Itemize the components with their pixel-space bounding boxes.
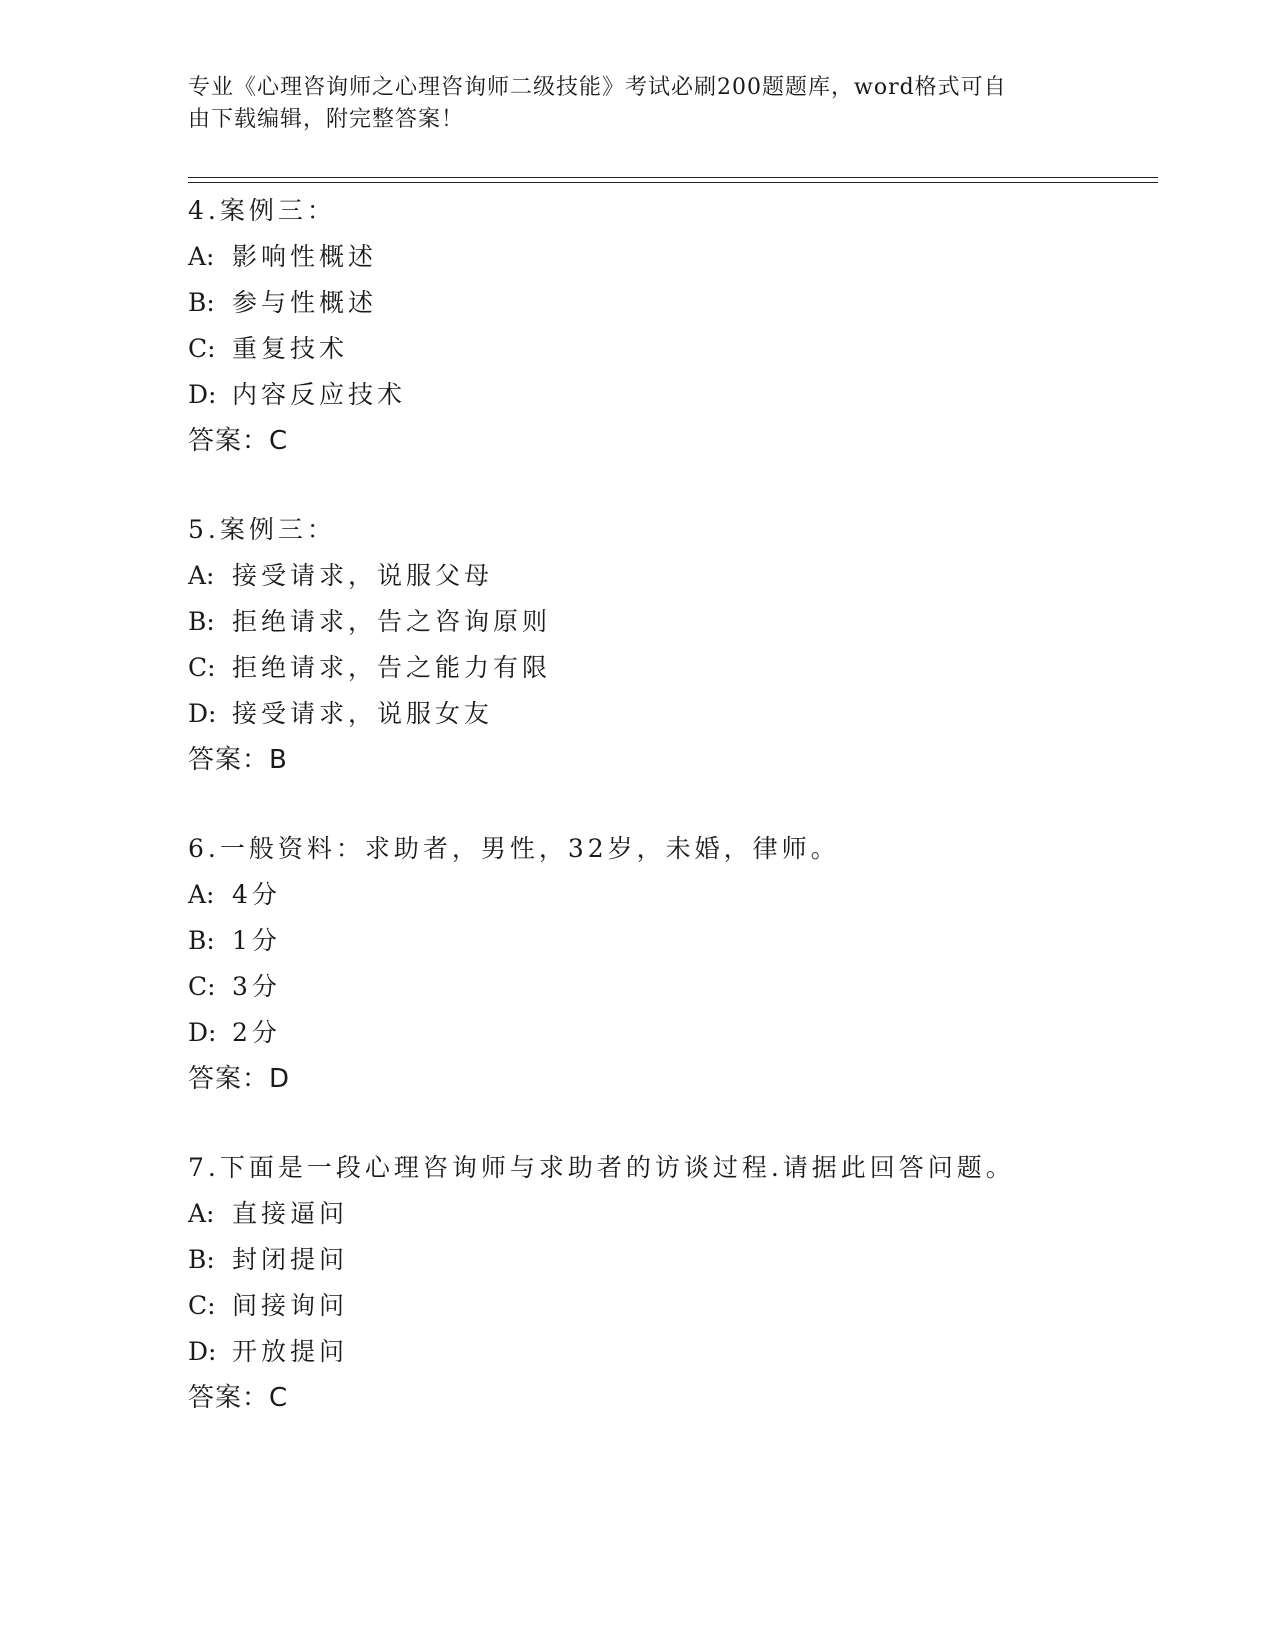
option-text: 2分 xyxy=(232,1018,281,1047)
option-c xyxy=(188,645,1148,691)
option-b xyxy=(188,918,1148,964)
option-text: 间接询问 xyxy=(232,1291,349,1320)
option-text: 封闭提问 xyxy=(232,1245,349,1274)
option-text: 影响性概述 xyxy=(232,242,378,271)
option-key: B: xyxy=(188,926,215,955)
option-text: 拒绝请求，告之咨询原则 xyxy=(232,607,552,636)
question-list xyxy=(188,188,1148,1464)
question-item xyxy=(188,826,1148,1102)
question-item xyxy=(188,188,1148,464)
option-c xyxy=(188,964,1148,1010)
option-c xyxy=(188,1283,1148,1329)
option-key: A: xyxy=(188,1199,215,1228)
option-key: A: xyxy=(188,242,215,271)
answer-line: 答案：B xyxy=(188,745,288,775)
option-text: 重复技术 xyxy=(232,334,349,363)
option-text: 接受请求，说服女友 xyxy=(232,699,494,728)
answer-line: 答案：C xyxy=(188,426,289,456)
option-d xyxy=(188,691,1148,737)
option-key: B: xyxy=(188,607,215,636)
option-key: D: xyxy=(188,380,217,409)
option-c xyxy=(188,326,1148,372)
option-key: B: xyxy=(188,1245,215,1274)
header-line-2: 由下载编辑，附完整答案！ xyxy=(188,107,465,132)
option-b xyxy=(188,1237,1148,1283)
option-key: D: xyxy=(188,1337,217,1366)
option-b xyxy=(188,599,1148,645)
option-a xyxy=(188,1191,1148,1237)
option-key: C: xyxy=(188,334,216,363)
option-d xyxy=(188,1329,1148,1375)
option-key: A: xyxy=(188,561,215,590)
option-text: 4分 xyxy=(232,880,281,909)
option-text: 开放提问 xyxy=(232,1337,349,1366)
option-text: 直接逼问 xyxy=(232,1199,349,1228)
option-text: 1分 xyxy=(232,926,281,955)
option-a xyxy=(188,872,1148,918)
option-text: 3分 xyxy=(232,972,281,1001)
header-line-1: 专业《心理咨询师之心理咨询师二级技能》考试必刷200题题库，word格式可自 xyxy=(188,75,1007,100)
question-item xyxy=(188,1145,1148,1421)
header-divider-bottom xyxy=(188,182,1158,183)
option-key: A: xyxy=(188,880,215,909)
option-key: B: xyxy=(188,288,215,317)
option-key: C: xyxy=(188,653,216,682)
option-key: D: xyxy=(188,699,217,728)
option-d xyxy=(188,1010,1148,1056)
answer-line: 答案：C xyxy=(188,1383,289,1413)
question-title: 7.下面是一段心理咨询师与求助者的访谈过程.请据此回答问题。 xyxy=(188,1153,1015,1182)
option-d xyxy=(188,372,1148,418)
document-header xyxy=(188,72,1068,136)
option-key: D: xyxy=(188,1018,217,1047)
option-b xyxy=(188,280,1148,326)
option-a xyxy=(188,234,1148,280)
answer-line: 答案：D xyxy=(188,1064,291,1094)
question-title: 4.案例三： xyxy=(188,196,336,225)
option-key: C: xyxy=(188,1291,216,1320)
question-title: 6.一般资料：求助者，男性，32岁，未婚，律师。 xyxy=(188,834,840,863)
option-text: 接受请求，说服父母 xyxy=(232,561,494,590)
question-item xyxy=(188,507,1148,783)
option-a xyxy=(188,553,1148,599)
option-text: 拒绝请求，告之能力有限 xyxy=(232,653,552,682)
option-text: 内容反应技术 xyxy=(232,380,407,409)
option-key: C: xyxy=(188,972,216,1001)
question-title: 5.案例三： xyxy=(188,515,336,544)
header-divider-top xyxy=(188,177,1158,178)
option-text: 参与性概述 xyxy=(232,288,378,317)
